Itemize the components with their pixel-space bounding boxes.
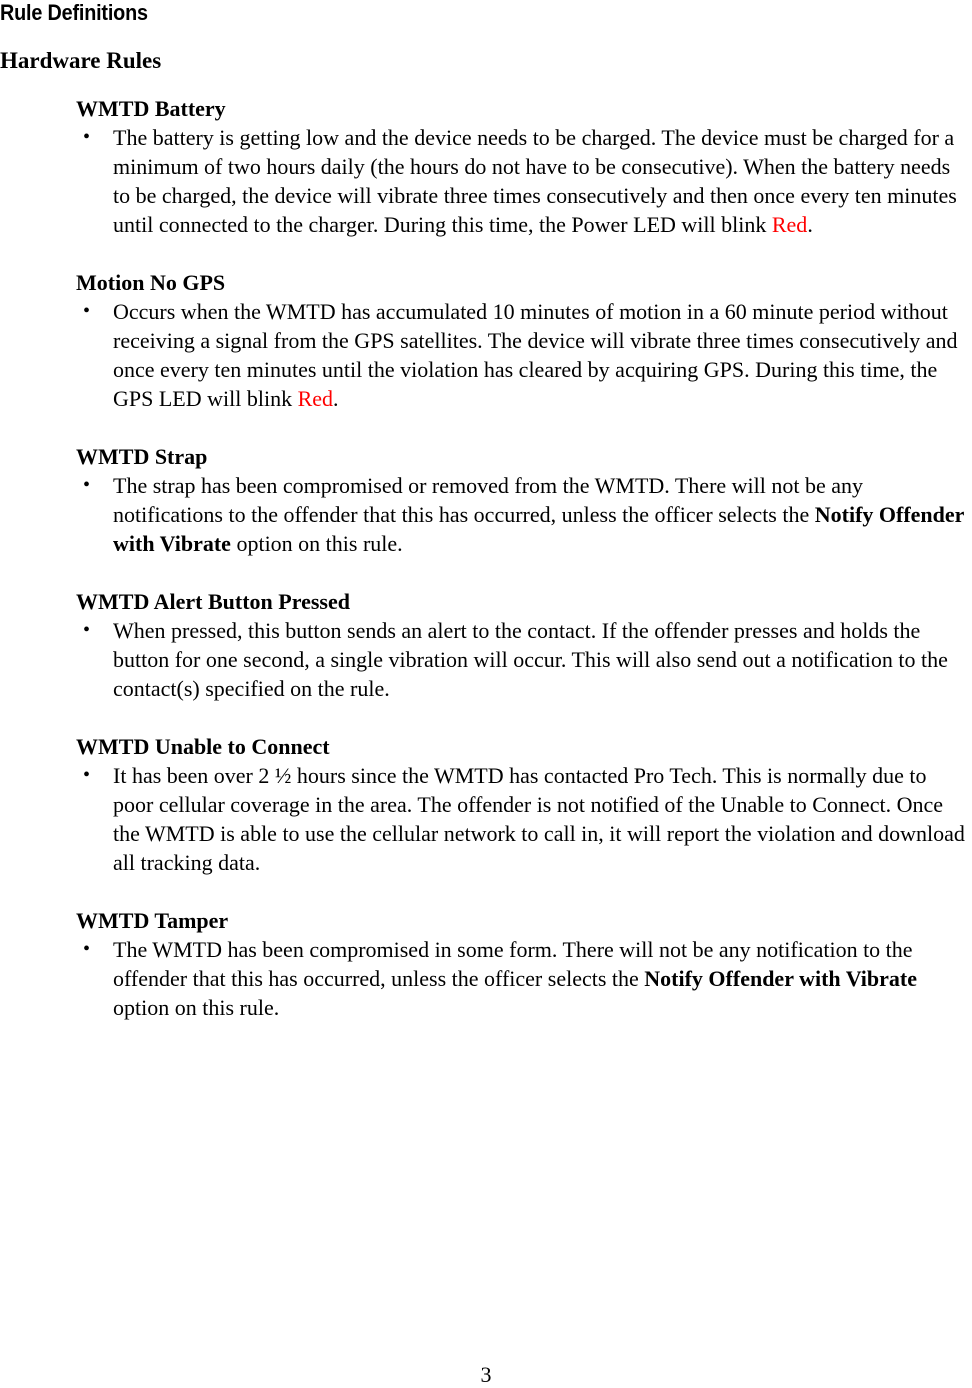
rule-heading: WMTD Strap — [76, 444, 208, 469]
rule-text: Occurs when the WMTD has accumulated 10 minutes of motion in a 60 minute period without receiving a signal from the GPS satellites. The device will vibrate three times consecutively and once every ten minutes until the violation has cleared by acquiring GPS. During this time, the GPS LED will blink — [113, 299, 958, 411]
rule-wmtd-unable-to-connect — [76, 732, 972, 877]
rule-list — [76, 94, 972, 1051]
page-number: 3 — [480, 1362, 492, 1387]
rule-wmtd-strap — [76, 442, 972, 558]
rule-text: It has been over 2 ½ hours since the WMTD has contacted Pro Tech. This is normally due to poor cellular coverage in the area. The offender is not notified of the Unable to Connect. Once the WMTD is able to use the cellular network to call in, it will report the violation and download all tracking data. — [113, 763, 965, 875]
rule-text: The battery is getting low and the device needs to be charged. The device must be charged for a minimum of two hours daily (the hours do not have to be consecutive). When the battery needs to be charged, the device will vibrate three times consecutively and then once every ten minutes until connected to the charger. During this time, the Power LED will blink — [113, 125, 957, 237]
rule-text-end: option on this rule. — [113, 995, 280, 1020]
rule-description — [76, 616, 972, 703]
led-color-red: Red — [297, 386, 334, 411]
rule-motion-no-gps — [76, 268, 972, 413]
section-title-hardware-rules: Hardware Rules — [0, 48, 162, 73]
bullet-icon: • — [83, 300, 91, 322]
option-name-notify-offender: Notify Offender with Vibrate — [113, 502, 965, 556]
rule-heading: WMTD Tamper — [76, 908, 229, 933]
rule-heading: WMTD Alert Button Pressed — [76, 589, 350, 614]
page-title: Rule Definitions — [0, 0, 148, 25]
bullet-icon: • — [83, 619, 91, 641]
bullet-icon: • — [83, 938, 91, 960]
rule-text-end: option on this rule. — [230, 531, 403, 556]
rule-heading: WMTD Battery — [76, 96, 226, 121]
rule-heading: WMTD Unable to Connect — [76, 734, 330, 759]
rule-text: When pressed, this button sends an alert to the contact. If the offender presses and holds the button for one second, a single vibration will occur. This will also send out a notification to the contact(s) specified on the rule. — [113, 618, 948, 701]
rule-wmtd-alert-button-pressed — [76, 587, 972, 703]
option-name-notify-offender: Notify Offender with Vibrate — [644, 966, 918, 991]
rule-description — [76, 761, 972, 877]
rule-description — [76, 297, 972, 413]
rule-text-end: . — [333, 386, 339, 411]
rule-wmtd-battery — [76, 94, 972, 239]
rule-text-end: . — [807, 212, 813, 237]
rule-text: The strap has been compromised or removed from the WMTD. There will not be any notifications to the offender that this has occurred, unless the officer selects the — [113, 473, 864, 527]
bullet-icon: • — [83, 764, 91, 786]
bullet-icon: • — [83, 126, 91, 148]
rule-wmtd-tamper — [76, 906, 972, 1022]
rule-text: The WMTD has been compromised in some form. There will not be any notification to the offender that this has occurred, unless the officer selects the — [113, 937, 913, 991]
led-color-red: Red — [771, 212, 808, 237]
rule-description — [76, 123, 972, 239]
rule-heading: Motion No GPS — [76, 270, 226, 295]
rule-description — [76, 471, 972, 558]
rule-description — [76, 935, 972, 1022]
bullet-icon: • — [83, 474, 91, 496]
